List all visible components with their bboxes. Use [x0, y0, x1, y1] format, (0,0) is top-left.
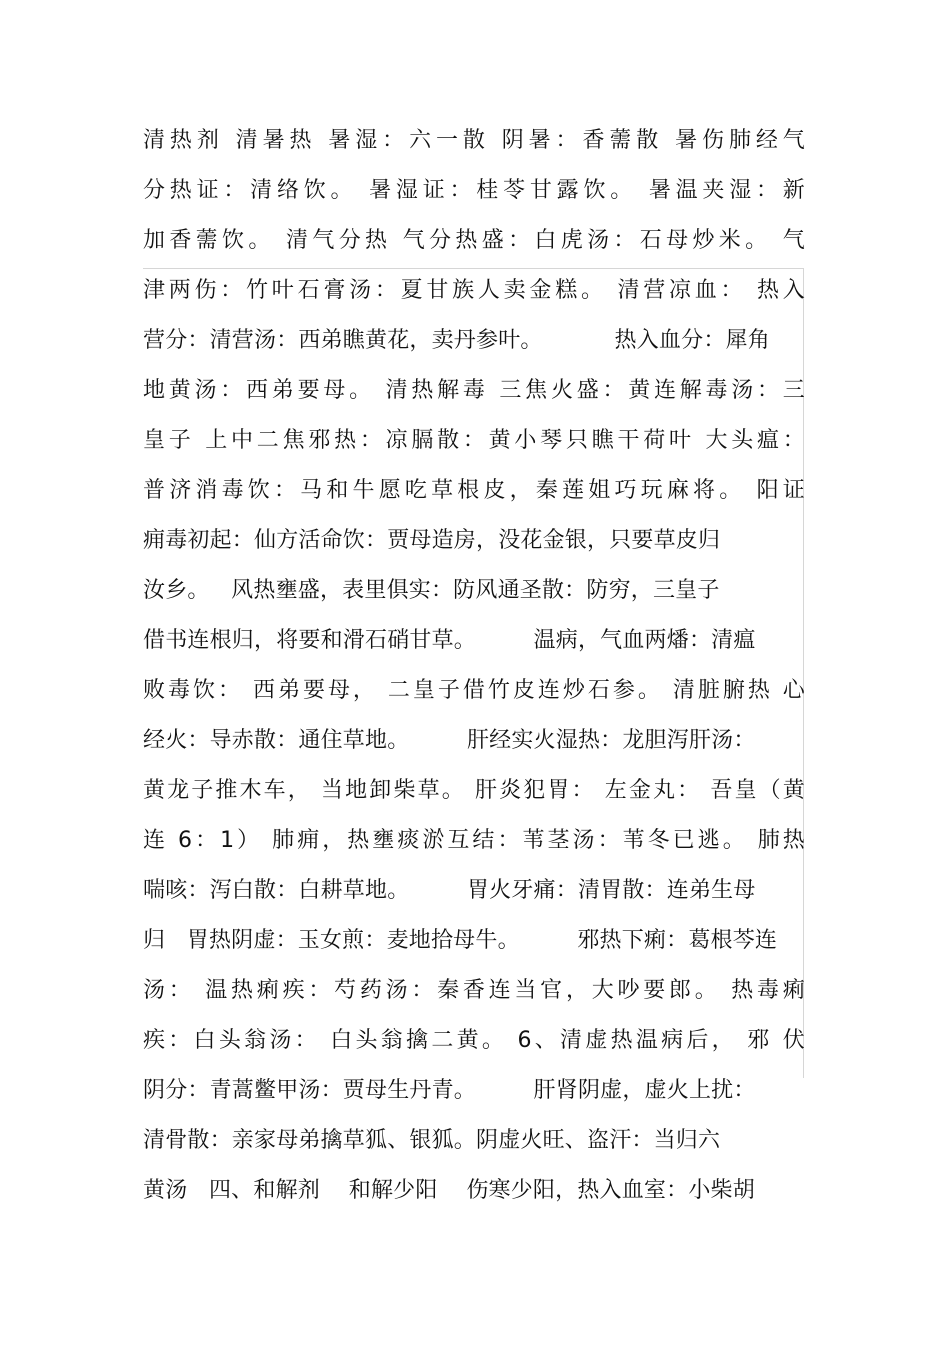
text-line: 疾：白头翁汤： 白头翁擒二黄。 6、清虚热温病后， 邪 伏	[143, 1028, 805, 1053]
text-line: 汤： 温热痢疾：芍药汤：秦香连当官，大吵要郎。 热毒痢	[143, 978, 805, 1003]
text-line: 皇子 上中二焦邪热：凉膈散：黄小琴只瞧干荷叶 大头瘟：	[143, 428, 805, 453]
text-line: 分热证：清络饮。 暑湿证：桂苓甘露饮。 暑温夹湿：新	[143, 178, 805, 203]
text-line: 地黄汤：西弟要母。 清热解毒 三焦火盛：黄连解毒汤：三	[143, 378, 805, 403]
text-line: 连 6：1） 肺痈，热壅痰淤互结：苇茎汤：苇冬已逃。 肺热	[143, 828, 805, 853]
text-line: 归 胃热阴虚：玉女煎：麦地拾母牛。 邪热下痢：葛根芩连	[143, 928, 778, 953]
text-line: 黄汤 四、和解剂 和解少阳 伤寒少阳，热入血室：小柴胡	[143, 1178, 755, 1203]
text-line: 加香薷饮。 清气分热 气分热盛：白虎汤：石母炒米。 气	[143, 228, 805, 253]
text-line: 阴分：青蒿鳖甲汤：贾母生丹青。 肝肾阴虚，虚火上扰：	[143, 1078, 756, 1103]
text-line: 津两伤：竹叶石膏汤：夏甘族人卖金糕。 清营凉血： 热入	[143, 278, 805, 303]
document-body	[143, 116, 805, 1216]
text-line: 清热剂 清暑热 暑湿：六一散 阴暑：香薷散 暑伤肺经气	[143, 128, 805, 153]
text-line: 黄龙子推木车， 当地卸柴草。 肝炎犯胃： 左金丸： 吾皇（黄	[143, 778, 805, 803]
text-line: 喘咳：泻白散：白耕草地。 胃火牙痛：清胃散：连弟生母	[143, 878, 756, 903]
text-line: 清骨散：亲家母弟擒草狐、银狐。阴虚火旺、盗汗：当归六	[143, 1128, 721, 1153]
text-line: 借书连根归，将要和滑石硝甘草。 温病，气血两燔：清瘟	[143, 628, 756, 653]
text-line: 汝乡。 风热壅盛，表里俱实：防风通圣散：防穷，三皇子	[143, 578, 720, 603]
text-line: 营分：清营汤：西弟瞧黄花，卖丹参叶。 热入血分：犀角	[143, 328, 770, 353]
text-line: 普济消毒饮：马和牛愿吃草根皮，秦莲姐巧玩麻将。 阳证	[143, 478, 805, 503]
text-line: 痈毒初起：仙方活命饮：贾母造房，没花金银，只要草皮归	[143, 528, 721, 553]
text-line: 经火：导赤散：通住草地。 肝经实火湿热：龙胆泻肝汤：	[143, 728, 756, 753]
text-line: 败毒饮： 西弟要母， 二皇子借竹皮连炒石参。 清脏腑热 心	[143, 678, 805, 703]
